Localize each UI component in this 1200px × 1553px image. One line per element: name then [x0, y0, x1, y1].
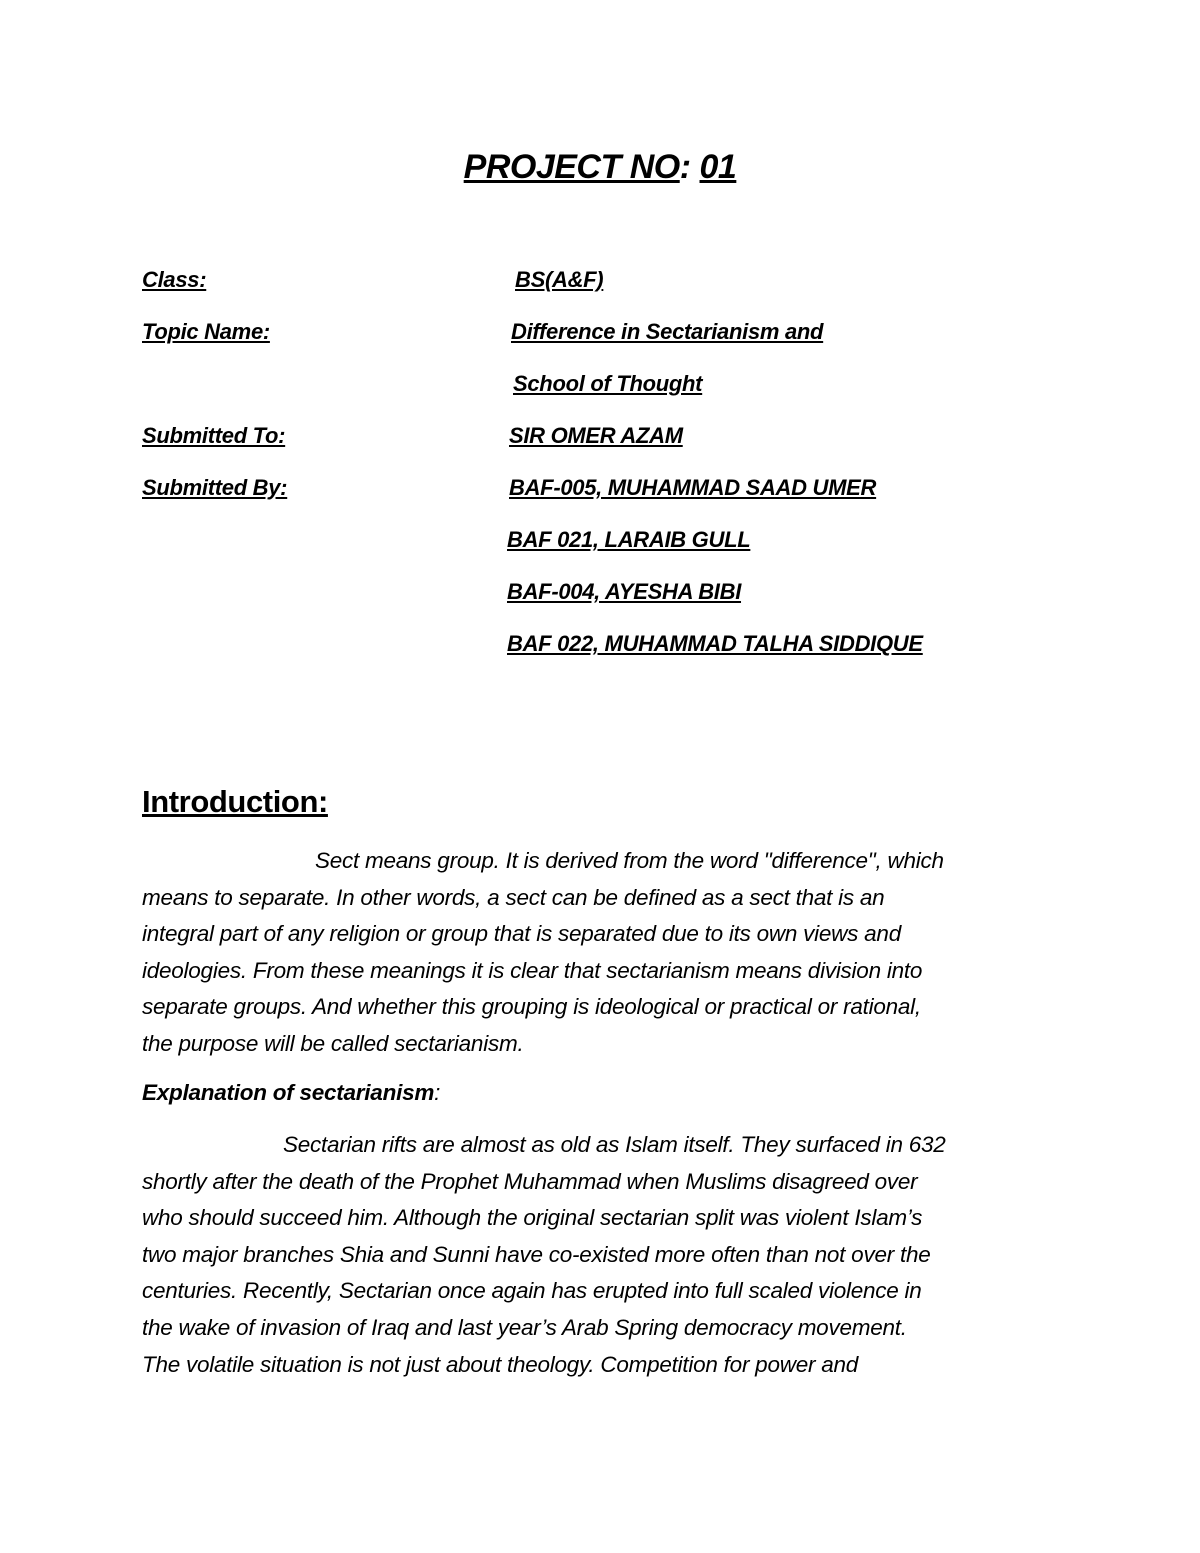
introduction-line: means to separate. In other words, a sect can be defined as a sect that is an: [142, 884, 885, 910]
project-title-colon: :: [679, 148, 691, 186]
introduction-heading: Introduction:: [142, 784, 328, 819]
explanation-line: Sectarian rifts are almost as old as Islam itself. They surfaced in 632: [283, 1132, 946, 1157]
member-3: BAF-004, AYESHA BIBI: [507, 579, 742, 604]
member-2: BAF 021, LARAIB GULL: [507, 527, 751, 552]
explanation-line: two major branches Shia and Sunni have co-existed more often than not over the: [142, 1241, 931, 1267]
explanation-paragraph: [142, 1127, 1062, 1383]
project-title-label: PROJECT NO: [463, 148, 680, 186]
member-4: BAF 022, MUHAMMAD TALHA SIDDIQUE: [507, 631, 923, 656]
introduction-paragraph: [142, 843, 1062, 1063]
explanation-line: centuries. Recently, Sectarian once again has erupted into full scaled violence in: [142, 1278, 922, 1304]
introduction-line: separate groups. And whether this grouping is ideological or practical or rational,: [142, 994, 921, 1020]
topic-label: Topic Name:: [142, 319, 270, 344]
explanation-line: who should succeed him. Although the original sectarian split was violent Islam’s: [142, 1205, 923, 1231]
introduction-line: ideologies. From these meanings it is clear that sectarianism means division into: [142, 957, 923, 983]
topic-value-line1: Difference in Sectarianism and: [511, 319, 824, 344]
submitted-to-label: Submitted To:: [142, 423, 286, 448]
member-1: BAF-005, MUHAMMAD SAAD UMER: [509, 475, 877, 500]
explanation-heading: [142, 1080, 440, 1106]
submitted-to-value: SIR OMER AZAM: [509, 423, 683, 448]
topic-value-line2: School of Thought: [513, 371, 703, 396]
introduction-line: Sect means group. It is derived from the word "difference", which: [315, 848, 944, 873]
explanation-line: shortly after the death of the Prophet Muhammad when Muslims disagreed over: [142, 1168, 918, 1194]
project-title: [0, 148, 1200, 187]
explanation-line: The volatile situation is not just about theology. Competition for power and: [142, 1351, 859, 1377]
explanation-heading-colon: :: [434, 1080, 441, 1105]
project-title-number: 01: [699, 148, 737, 186]
class-value: BS(A&F): [515, 267, 604, 292]
introduction-line: the purpose will be called sectarianism.: [142, 1030, 524, 1056]
class-label: Class:: [142, 267, 207, 292]
introduction-line: integral part of any religion or group that is separated due to its own views and: [142, 921, 901, 947]
explanation-heading-text: Explanation of sectarianism: [142, 1080, 435, 1105]
submitted-by-label: Submitted By:: [142, 475, 288, 500]
explanation-line: the wake of invasion of Iraq and last year’s Arab Spring democracy movement.: [142, 1314, 907, 1340]
